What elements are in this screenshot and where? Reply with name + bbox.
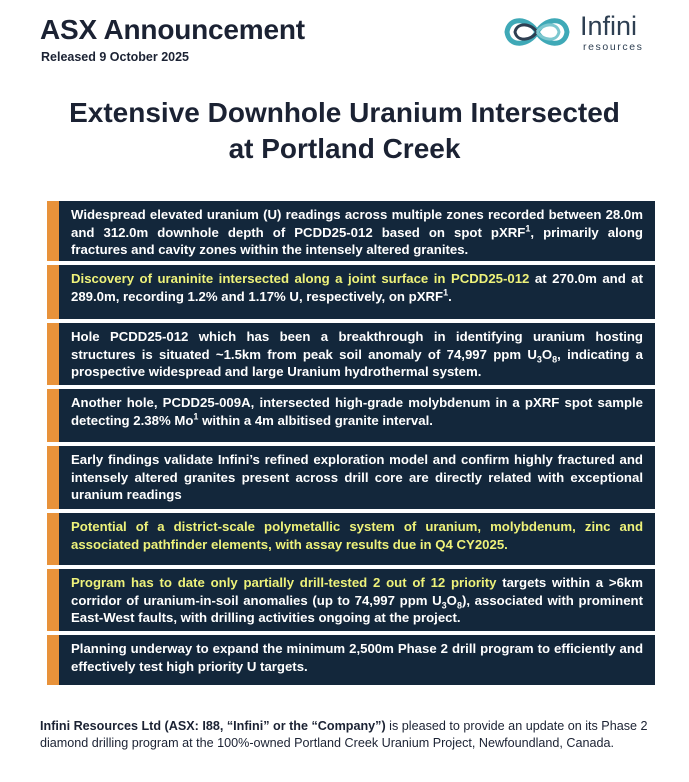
text-segment: Another hole, PCDD25-009A, intersected high-grade molybdenum in a pXRF spot sample detecting 2.38% Mo	[71, 395, 643, 428]
text-segment: , primarily along fractures and cavity zones within the intensely altered granites.	[71, 224, 643, 257]
text-segment: O	[541, 346, 553, 362]
highlighted-text: Potential of a district-scale polymetallic system of uranium, molybdenum, zinc and associated pathfinder elements, with assay results due in Q4 CY2025.	[71, 519, 643, 552]
headline-line-1: Extensive Downhole Uranium Intersected	[69, 97, 620, 128]
subscript-index: 8	[552, 354, 558, 365]
logo-wordmark: Infini	[580, 11, 638, 41]
highlight-text	[71, 640, 643, 675]
highlight-box	[47, 513, 655, 565]
highlight-box	[47, 446, 655, 509]
highlight-box	[47, 265, 655, 319]
subscript-index: 8	[456, 600, 462, 611]
highlight-text	[71, 206, 643, 259]
subscript-index: 3	[536, 354, 542, 365]
highlight-text	[71, 394, 643, 429]
intro-text: is pleased to provide an update on its Phase 2 diamond drilling program at the 100%-owned Portland Creek Uranium Project, Newfoundland, Canada.	[40, 719, 648, 750]
text-segment: Widespread elevated uranium (U) readings across multiple zones recorded between 28.0m and 312.0m downhole depth of PCDD25-012 based on spot pXRF	[71, 207, 643, 240]
highlight-text	[71, 451, 643, 504]
announcement-title: ASX Announcement	[40, 14, 305, 45]
superscript-ref: 1	[525, 223, 531, 234]
superscript-ref: 1	[443, 287, 449, 298]
text-segment: ), associated with prominent East-West faults, with drilling activities ongoing at the project.	[71, 592, 643, 625]
highlight-box	[47, 323, 655, 385]
company-name: Infini Resources Ltd (ASX: I88, “Infini” or the “Company”)	[40, 719, 386, 733]
intro-paragraph	[40, 718, 652, 752]
infinity-icon	[501, 10, 573, 54]
text-segment: .	[448, 288, 452, 304]
highlighted-text: Program has to date only partially drill-tested 2 out of 12 priority	[71, 575, 497, 590]
highlight-box	[47, 569, 655, 631]
release-date: Released 9 October 2025	[41, 50, 189, 64]
text-segment: targets within a >6km corridor of uranium-in-soil anomalies (up to 74,997 ppm U	[71, 575, 643, 608]
highlight-box	[47, 389, 655, 442]
logo-subtitle: resources	[583, 41, 644, 53]
highlight-text	[71, 328, 643, 381]
highlighted-text: Discovery of uraninite intersected along a joint surface in PCDD25-012	[71, 271, 530, 286]
text-segment: within a 4m albitised granite interval.	[198, 412, 433, 428]
text-segment: O	[446, 592, 457, 608]
text-segment: at 270.0m and at 289.0m, recording 1.2% and 1.17% U, respectively, on pXRF	[71, 271, 643, 304]
headline-line-2: at Portland Creek	[228, 133, 461, 164]
text-segment: Hole PCDD25-012 which has been a breakthrough in identifying uranium hosting structures is situated ~1.5km from peak soil anomaly of 74,997 ppm U	[71, 329, 643, 362]
superscript-ref: 1	[193, 411, 199, 422]
highlight-text	[71, 574, 643, 627]
infini-logo	[501, 8, 661, 58]
highlight-text	[71, 270, 643, 305]
text-segment: Planning underway to expand the minimum 2,500m Phase 2 drill program to efficiently and effectively test high priority U targets.	[71, 641, 643, 674]
highlight-box	[47, 635, 655, 685]
highlight-text	[71, 518, 643, 553]
highlight-box	[47, 201, 655, 261]
subscript-index: 3	[441, 600, 447, 611]
text-segment: , indicating a prospective widespread and large Uranium hydrothermal system.	[71, 346, 643, 379]
text-segment: Early findings validate Infini’s refined exploration model and confirm highly fractured and intensely altered granites present across drill core are directly related with exceptional uranium readings	[71, 452, 643, 502]
